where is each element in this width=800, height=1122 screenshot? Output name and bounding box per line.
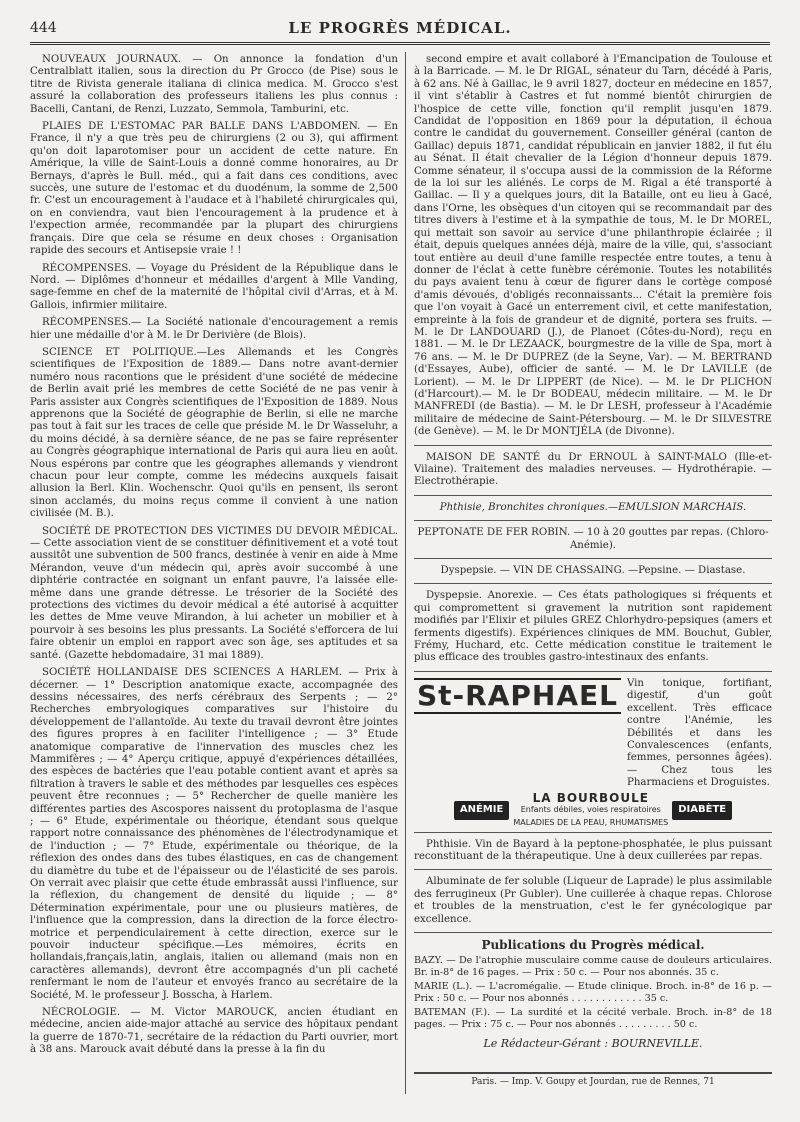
article-nouveaux-journaux: NOUVEAUX JOURNAUX. — On annonce la fondation d'un Centralblatt italien, sous la direction du Pr Grocco (de Pise) sous le titre de Rivista generale italiana di clinica medica. M. Grocco s'est assuré la collaboration des professeurs italiens les plus connus : Bacelli, Cantani, de Renzi, Luzzato, Semmola, Tamburini, etc. — [30, 54, 398, 115]
page-header — [30, 18, 770, 45]
divider — [414, 445, 772, 446]
page-number: 444 — [30, 20, 57, 36]
divider — [414, 932, 772, 933]
st-raphael-logo: St-RAPHAEL — [414, 678, 621, 714]
publication-item: BATEMAN (F.). — La surdité et la cécité verbale. Broch. in-8° de 18 pages. — Prix : 75 c. — Pour nos abonnés . . . . . . . . . 50 c. — [414, 1007, 772, 1030]
article-science-politique: SCIENCE ET POLITIQUE.—Les Allemands et les Congrès scientifiques de l'Exposition de 1889.— Dans notre avant-dernier numéro nous racontions que le président d'une société de médecine de Berlin avait prié les membres de cette Société de ne pas venir à Paris assister aux Congrès scientifiques de l'Exposition de 1889. Nous apprenons que la Société de géographie de Berlin, si elle ne marche pas tout à fait sur les traces de celle que préside M. le Dr Wasseluhr, a du moins décidé, à sa dernière séance, de ne pas se faire représenter au Congrès géographique international de Paris qui aura lieu en août. Nous espérons par contre que les géographes allemands y viendront chacun pour leur compte, comme les médecins auxquels faisait allusion la Berl. Klin. Wochenschr. Quoi qu'ils en pensent, ils seront sinon acclamés, du moins reçus comme il convient à une nation civilisée (M. B.). — [30, 346, 398, 520]
ad-albuminate-fer: Albuminate de fer soluble (Liqueur de Laprade) le plus assimilable des ferrugineux (Pr Gubler). Une cuillerée à chaque repas. Chlorose et troubles de la menstruation, c'est le fer gynécologique par excellence. — [414, 876, 772, 925]
st-raphael-text: Vin tonique, fortifiant, digestif, d'un goût excellent. Très efficace contre l'Anémie, les Débilités et dans les Convalescences (enfants, femmes, personnes âgées). — Chez tous les Pharmaciens et Droguistes. — [627, 677, 772, 789]
divider — [414, 671, 772, 672]
divider — [414, 583, 772, 584]
bourboule-subtitle-1: Enfants débiles, voies respiratoires — [520, 805, 661, 815]
article-necrologie-continued: second empire et avait collaboré à l'Emancipation de Toulouse et à la Barricade. — M. le Dr RIGAL, sénateur du Tarn, décédé à Paris, à 62 ans. Né à Gaillac, le 9 avril 1827, docteur en médecine en 1857, il vint s'établir à Castres et fut nommé bientôt chirurgien de l'hospice de cette ville, fonction qu'il remplit jusqu'en 1879. Candidat de l'opposition en 1869 pour la députation, il échoua contre le candidat du gouvernement. Conseiller général (canton de Gaillac) depuis 1871, candidat républicain en janvier 1882, il fut élu au Sénat. Il était chevalier de la Légion d'honneur depuis 1879. Comme sénateur, il s'occupa aussi de la commission de la Réforme de la loi sur les aliénés. Le corps de M. Rigal a été transporté à Gaillac. — Il y a quelques jours, dit la Bataille, ont eu lieu à Gacé, dans l'Orne, les obsèques d'un citoyen qui se recommandait par des titres divers à l'estime et à la sympathie de tous, M. le Dr MOREL, qui mettait son savoir au service d'une philanthropie éclairée ; il était, depuis quelques années déjà, maire de la ville, qui, s'associant tout entière au deuil d'une famille respectée entre toutes, a tenu à donner de l'éclat à cette funèbre cérémonie. Toutes les notabilités du pays avaient tenu à cœur de figurer dans le cortège composé d'amis dévoués, d'obligés reconnaissants... C'était la première fois que l'on voyait à Gacé un enterrement civil, et cette manifestation, empreinte à la fois de grandeur et de dignité, portera ses fruits. — M. le Dr LANDOUARD (J.), de Planoet (Côtes-du-Nord), reçu en 1881. — M. le Dr LEZAACK, bourgmestre de la ville de Spa, mort à 76 ans. — M. le Dr DUPREZ (de la Seyne, Var). — M. BERTRAND (d'Essayes, Aube), officier de santé. — M. le Dr LAVILLE (de Lorient). — M. le Dr LIPPERT (de Nice). — M. le Dr PLICHON (d'Harcourt).— M. le Dr BODEAU, médecin militaire. — M. le Dr MANFREDI (de Bastia). — M. le Dr LESH, professeur à l'Académie militaire de médecine de Saint-Pétersbourg. — M. le Dr SILVESTRE (de Genève). — M. le Dr MONTJÉLA (de Divonne). — [414, 54, 772, 438]
publication-item: MARIE (L.). — L'acromégalie. — Etude clinique. Broch. in-8° de 16 p. — Prix : 50 c. — Pour nos abonnés . . . . . . . . . . . . 35 c. — [414, 981, 772, 1004]
divider — [414, 558, 772, 559]
left-column — [30, 54, 398, 1062]
article-plaies-estomac: PLAIES DE L'ESTOMAC PAR BALLE DANS L'ABDOMEN. — En France, il n'y a que très peu de chirurgiens (2 ou 3), qui affirment qu'on doit laparotomiser pour un accident de cette nature. En Amérique, la ville de Saint-Louis a donné comme honoraires, au Dr Bernays, d'après le Bull. méd., qui a fait dans ces conditions, avec succès, une suture de l'estomac et du duodénum, la somme de 2,500 fr. C'est un encouragement à l'audace et à l'habileté chirurgicales qui, on en conviendra, vaut bien l'encouragement à la prudence et à l'expection armée, recommandée par la plupart des chirurgiens français. Dire que cela se résume en deux choses : Organisation rapide des secours et Antisepsie vraie ! ! — [30, 121, 398, 257]
article-recompenses-nord: RÉCOMPENSES. — Voyage du Président de la République dans le Nord. — Diplômes d'honneur et médailles d'argent à Mlle Vanding, sage-femme en chef de la maternité de l'hôpital civil d'Arras, et à M. Gallois, infirmier militaire. — [30, 262, 398, 311]
ad-maison-de-sante: MAISON DE SANTÉ du Dr ERNOUL à SAINT-MALO (Ille-et-Vilaine). Traitement des maladies nerveuses. — Hydrothérapie. — Electrothérapie. — [414, 451, 772, 488]
bourboule-diabete-banner: DIABÈTE — [672, 801, 732, 819]
redacteur-gerant: Le Rédacteur-Gérant : BOURNEVILLE. — [483, 1037, 703, 1051]
publications-title: Publications du Progrès médical. — [481, 937, 705, 952]
ad-emulsion-marchais: Phthisie, Bronchites chroniques.—EMULSION MARCHAIS. — [439, 501, 747, 513]
divider — [414, 520, 772, 521]
journal-title: LE PROGRÈS MÉDICAL. — [288, 19, 512, 37]
divider — [414, 832, 772, 833]
ad-elixir-grez: Dyspepsie. Anorexie. — Ces états pathologiques si fréquents et qui compromettent si gravement la nutrition sont rapidement modifiés par l'Elixir et pilules GREZ Chlorhydro-pepsiques (amers et ferments digestifs). Expériences cliniques de MM. Bouchut, Gubler, Frémy, Huchard, etc. Cette médication constitue le traitement le plus efficace des troubles gastro-intestinaux des enfants. — [414, 590, 772, 664]
article-societe-hollandaise: SOCIÉTÉ HOLLANDAISE DES SCIENCES A HARLEM. — Prix à décerner. — 1° Description anatomique exacte, accompagnée des dessins nécessaires, des nerfs cérébraux des Serpents ; — 2° Recherches embryologiques comparatives sur l'histoire du développement de l'allantoïde. Au texte du travail devront être jointes des figures propres à en faciliter l'intelligence ; — 3° Etude anatomique comparative de l'innervation des muscles chez les Mammifères ; — 4° Aperçu critique, appuyé d'expériences détaillées, des espèces de bactéries que l'eau potable contient avant et après sa filtration à travers le sable et des méthodes par lesquelles ces espèces peuvent être reconnues ; — 5° Rechercher de quelle manière les différentes parties des Ascospores naissent du protoplasma de l'asque ; — 6° Etude, expérimentale ou théorique, étendant sous quelque rapport notre connaissance des phénomènes de l'électrodynamique et de l'induction ; — 7° Etude, expérimentale ou théorique, de la réflexion des ondes dans des tubes élastiques, en cas de changement du diamètre du tube et de l'épaisseur ou de l'élasticité de ses parois. On verrait avec plaisir que cette étude embrassât aussi l'influence, sur la réflexion, du changement de densité du liquide ; — 8° Détermination expérimentale, pour une ou plusieurs matières, de l'influence que la compression, dans la direction de la force électro-motrice et perpendiculairement à cette direction, exerce sur le pouvoir inducteur spécifique.—Les mémoires, écrits en hollandais,français,latin, anglais, italien ou allemand (mais non en caractères allemands), devront être accompagnés d'un pli cacheté renfermant le nom de l'auteur et envoyés franco au secrétaire de la Société, M. le professeur J. Bosscha, à Harlem. — [30, 667, 398, 1001]
right-column — [414, 54, 772, 1056]
article-necrologie: NÉCROLOGIE. — M. Victor MAROUCK, ancien étudiant en médecine, ancien aide-major attaché au service des hôpitaux pendant la guerre de 1870-71, secrétaire de la rédaction du Parti ouvrier, mort à 38 ans. Marouck avait débuté dans la presse à la fin du — [30, 1007, 398, 1056]
article-recompenses-societe: RÉCOMPENSES.— La Société nationale d'encouragement a remis hier une médaille d'or à M. le Dr Derivière (de Blois). — [30, 317, 398, 341]
article-societe-protection: SOCIÉTÉ DE PROTECTION DES VICTIMES DU DEVOIR MÉDICAL. — Cette association vient de se constituer définitivement et a voté tout aussitôt une subvention de 500 francs, destinée à venir en aide à Mme Mérandon, veuve d'un médecin qui, après avoir succombé à une diphtérie contractée en soignant un enfant pauvre, l'a laissée elle-même dans une grande détresse. Le trésorier de la Société des protections des victimes du devoir médical a été autorisé à acquitter les dettes de Mme veuve Mirandon, à lui acheter un mobilier et à pourvoir à ses besoins les plus pressants. La Société s'efforcera de lui faire obtenir un emploi en rapport avec son âge, ses aptitudes et sa santé. (Gazette hebdomadaire, 31 mai 1889). — [30, 525, 398, 661]
bourboule-title: LA BOURBOULE — [532, 790, 649, 805]
column-divider — [405, 52, 406, 1094]
ad-vin-chassaing: Dyspepsie. — VIN DE CHASSAING. —Pepsine. — Diastase. — [440, 565, 746, 577]
bourboule-center — [513, 792, 668, 829]
bourboule-anemie-banner: ANÉMIE — [454, 801, 509, 819]
ad-peptonate-fer: PEPTONATE DE FER ROBIN. — 10 à 20 gouttes par repas. (Chloro-Anémie). — [417, 527, 769, 551]
ad-vin-bayard: Phthisie. Vin de Bayard à la peptone-phosphatée, le plus puissant reconstituant de la thérapeutique. Une à deux cuillerées par repas. — [414, 838, 772, 862]
publication-item: BAZY. — De l'atrophie musculaire comme cause de douleurs articulaires. Br. in-8° de 16 pages. — Prix : 50 c. — Pour nos abonnés. 35 c. — [414, 955, 772, 978]
ad-la-bourboule — [414, 790, 772, 827]
bourboule-subtitle-2: MALADIES DE LA PEAU, RHUMATISMES — [513, 817, 669, 827]
ad-st-raphael — [414, 678, 772, 790]
divider — [414, 869, 772, 870]
printer-imprint: Paris. — Imp. V. Goupy et Jourdan, rue de Rennes, 71 — [414, 1072, 772, 1087]
divider — [414, 495, 772, 496]
